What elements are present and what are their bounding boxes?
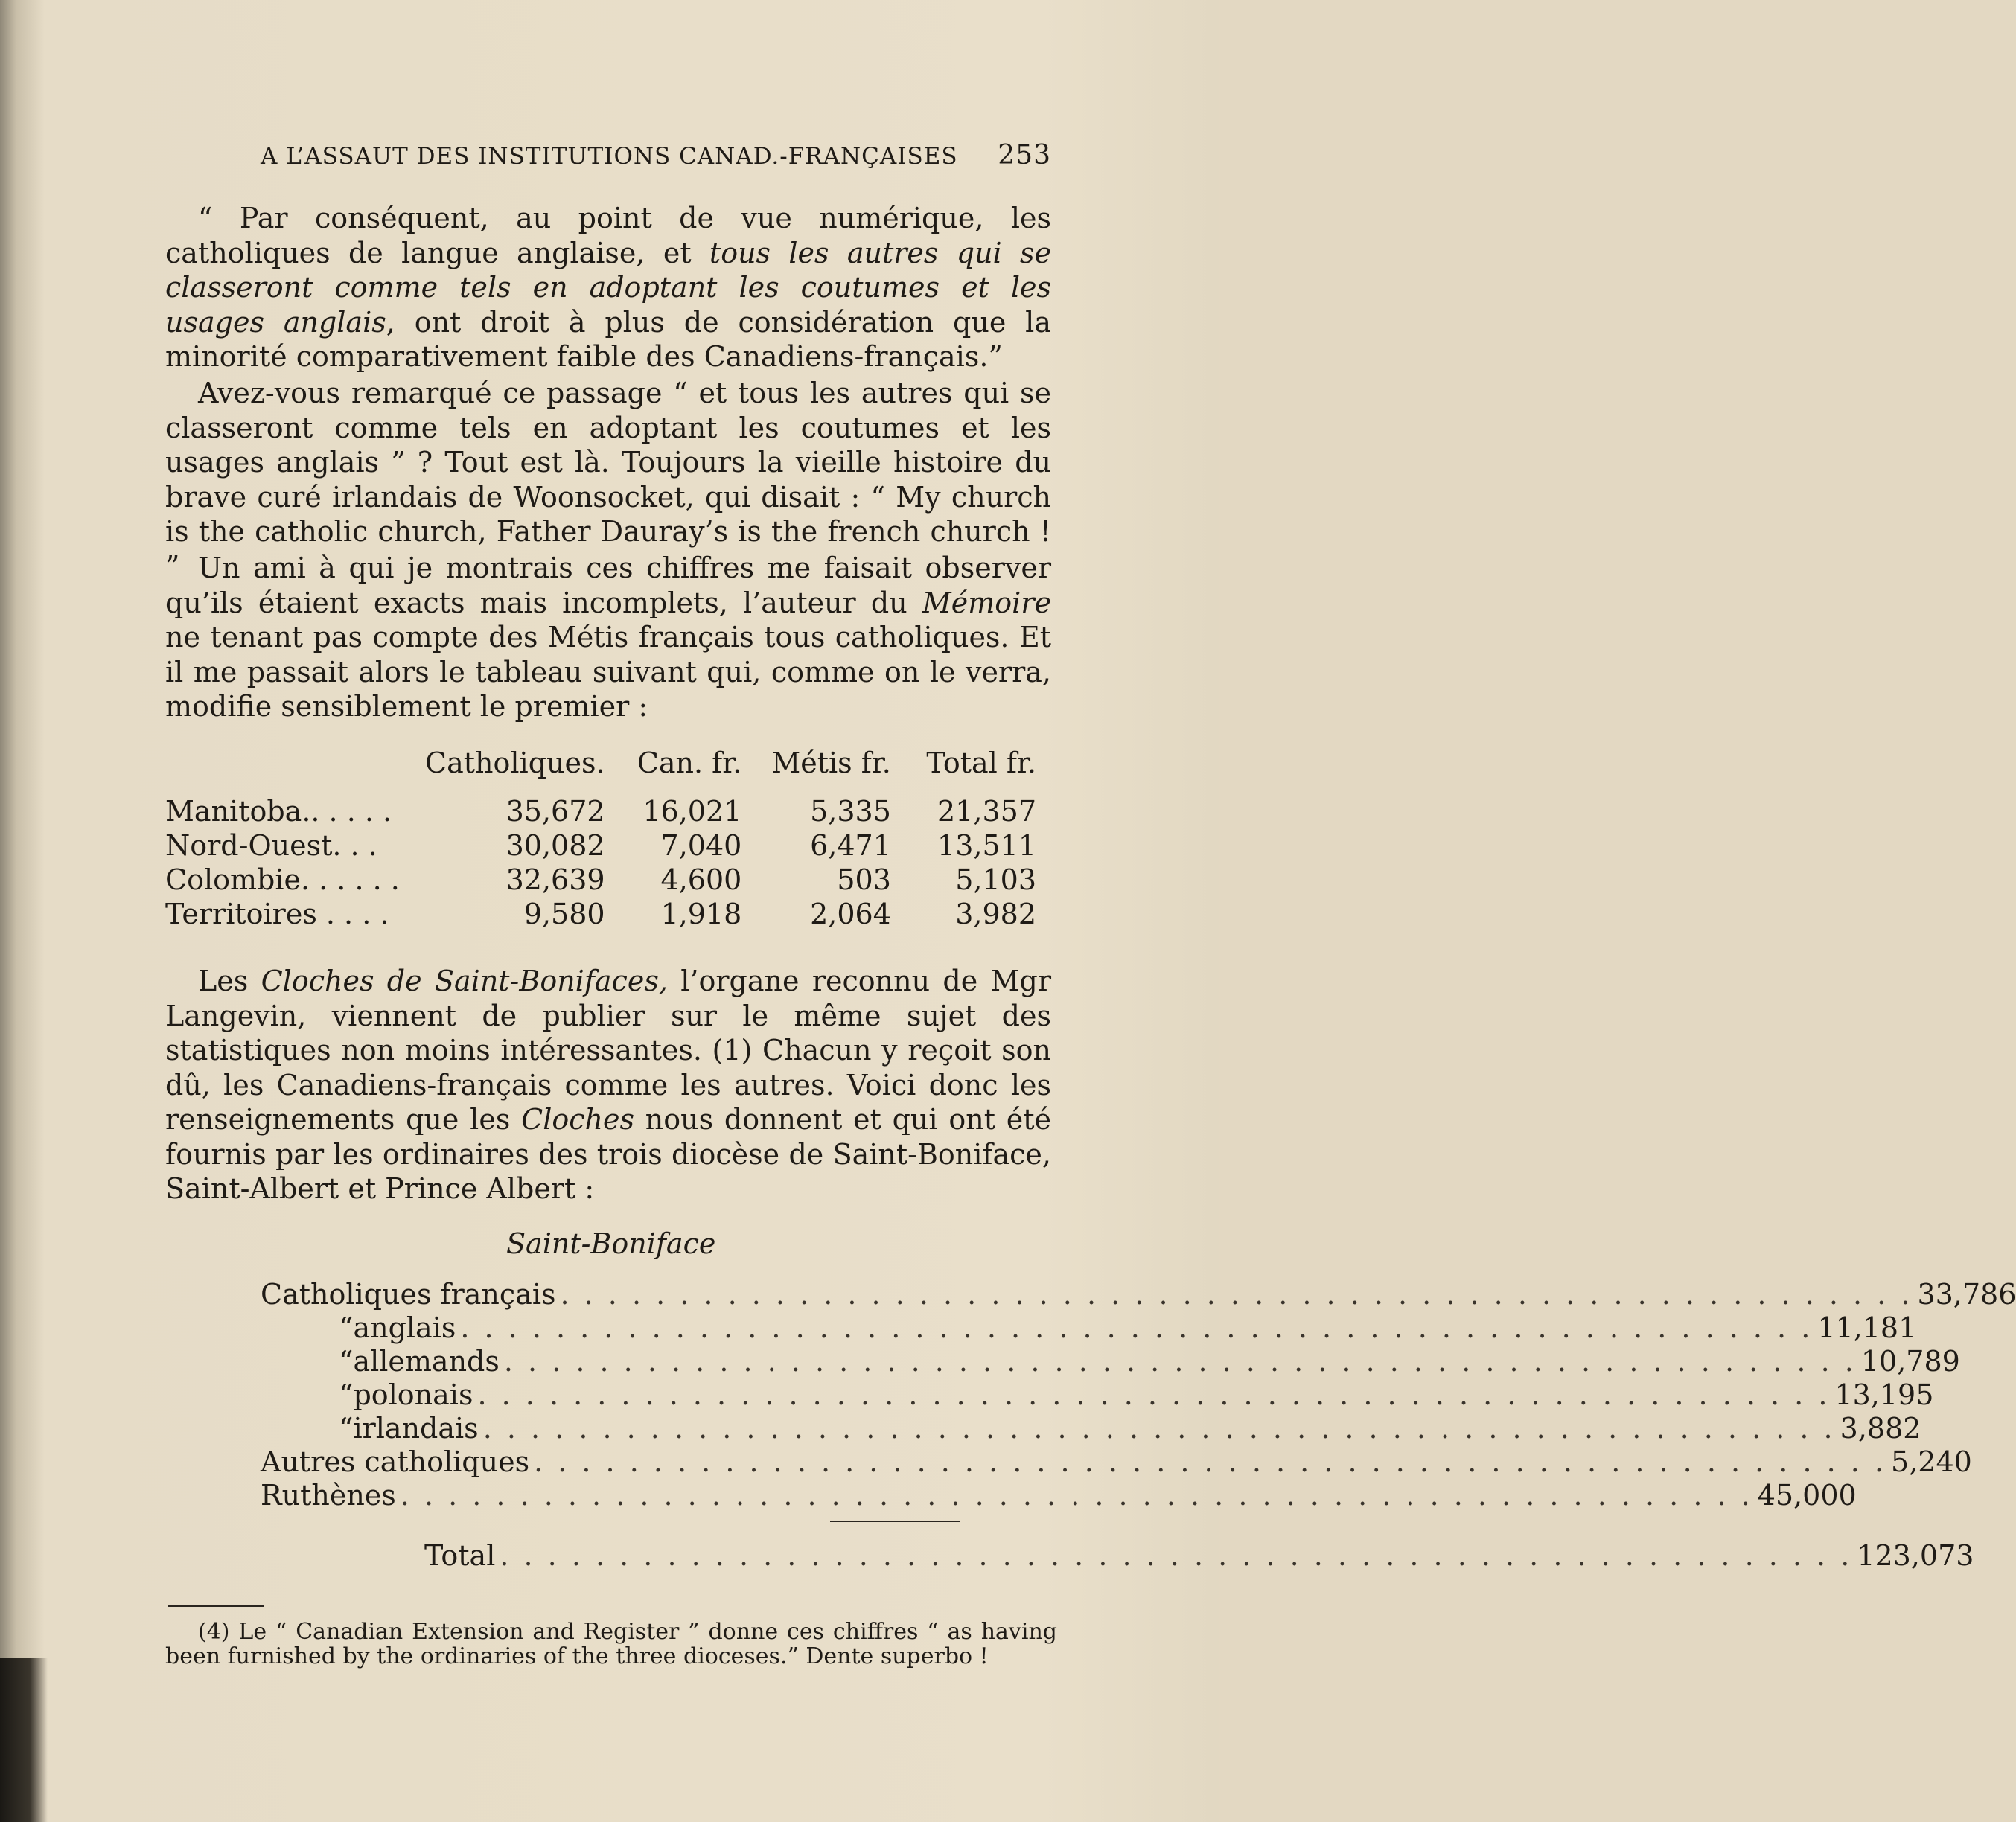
section-subtitle: Saint-Boniface xyxy=(506,1227,716,1260)
table-cell: 32,639 xyxy=(505,863,605,896)
list-item-label: polonais xyxy=(353,1378,473,1411)
table-cell: 30,082 xyxy=(505,829,605,862)
leader-dots: . . . . . . . . . . . . . . . . . . . . . . . . . . . . . . . . . . . . . . . . . . . . . . . . . . . . . . . . . xyxy=(503,1345,1857,1378)
paragraph-friend: Un ami à qui je montrais ces chiffres me faisait observer qu’ils étaient exacts mais incomplets, l’auteur du Mémoire ne tenant pas compte des Métis français tous catholiques. Et il me passait alors le tableau suivant qui, comme on le verra, modifie sensiblement le premier : xyxy=(165,552,1051,723)
table-cell: 3,982 xyxy=(955,898,1036,930)
table-cell: 9,580 xyxy=(523,898,605,930)
list-item-value: 45,000 xyxy=(1757,1479,1857,1512)
table-cell: 5,103 xyxy=(955,863,1036,896)
table-cell: 35,672 xyxy=(505,795,605,828)
list-item-value: 11,181 xyxy=(1817,1311,1917,1344)
table-header xyxy=(165,747,425,794)
table-cell: Nord-Ouest. . . xyxy=(165,829,377,862)
ditto-mark: “ xyxy=(339,1412,354,1445)
table-cell: Territoires . . . . xyxy=(165,898,389,930)
list-item-value: 13,195 xyxy=(1834,1378,1934,1411)
list-item xyxy=(261,1345,1960,1378)
leader-dots: . . . . . . . . . . . . . . . . . . . . . . . . . . . . . . . . . . . . . . . . . . . . . . . . . . . . . . . . . xyxy=(560,1278,1913,1311)
total-value: 123,073 xyxy=(1857,1539,1974,1572)
table-cell: 6,471 xyxy=(810,829,891,862)
table-header: Catholiques. xyxy=(425,747,605,779)
table-cell: 5,335 xyxy=(810,795,891,828)
paragraph-cloches: Les Cloches de Saint-Bonifaces, l’organe reconnu de Mgr Langevin, viennent de publier sur le même sujet des statistiques non moins intéressantes. (1) Chacun y reçoit son dû, les Canadiens-français comme les autres. Voici donc les renseignements que les Cloches nous donnent et qui ont été fournis par les ordinaires des trois diocèse de Saint-Boniface, Saint-Albert et Prince Albert : xyxy=(165,965,1052,1205)
book-spine-shadow xyxy=(0,1658,48,1822)
table-header: Can. fr. xyxy=(637,747,742,779)
table-cell: Colombie. . . . . . xyxy=(165,863,400,896)
total-rule xyxy=(261,1512,960,1529)
table-row xyxy=(165,828,1036,863)
list-item-value: 5,240 xyxy=(1891,1445,1972,1478)
running-header xyxy=(261,140,1051,170)
list-item-label: anglais xyxy=(353,1311,456,1344)
list-item-label: Ruthènes xyxy=(261,1479,396,1512)
table-cell: 13,511 xyxy=(937,829,1036,862)
footnote: (4) Le “ Canadian Extension and Register ” donne ces chiffres “ as having been furnished by the ordinaries of the three dioceses.” Dente superbo ! xyxy=(165,1619,1057,1669)
running-title: A L’ASSAUT DES INSTITUTIONS CANAD.-FRANÇAISES xyxy=(261,143,958,170)
table-cell: 1,918 xyxy=(660,898,742,930)
table-cell: 16,021 xyxy=(642,795,742,828)
list-item-value: 3,882 xyxy=(1840,1412,1921,1445)
paragraph-quote: “ Par conséquent, au point de vue numérique, les catholiques de langue anglaise, et tous les autres qui se classeront comme tels en adoptant les coutumes et les usages anglais, ont droit à plus de considération que la minorité comparativement faible des Canadiens-français.” xyxy=(165,202,1051,373)
list-item xyxy=(261,1378,1934,1412)
table-cell: 503 xyxy=(837,863,891,896)
table-cell: 2,064 xyxy=(810,898,891,930)
leader-dots: . . . . . . . . . . . . . . . . . . . . . . . . . . . . . . . . . . . . . . . . . . . . . . . . . . . . . . . . . xyxy=(460,1311,1814,1344)
table-cell: Manitoba.. . . . . xyxy=(165,795,392,828)
list-item xyxy=(261,1479,1857,1512)
list-item-value: 10,789 xyxy=(1860,1345,1960,1378)
ditto-mark: “ xyxy=(339,1345,354,1378)
leader-dots: . . . . . . . . . . . . . . . . . . . . . . . . . . . . . . . . . . . . . . . . . . . . . . . . . . . . . . . . . xyxy=(400,1479,1753,1512)
total-label: Total xyxy=(424,1539,496,1572)
table-header: Total fr. xyxy=(926,747,1036,779)
table-row xyxy=(165,863,1036,897)
table-header-row xyxy=(165,747,1036,794)
table-cell: 21,357 xyxy=(937,795,1036,828)
ditto-mark: “ xyxy=(339,1378,354,1411)
saint-boniface-list xyxy=(261,1278,2016,1573)
list-item xyxy=(261,1412,1921,1445)
leader-dots: . . . . . . . . . . . . . . . . . . . . . . . . . . . . . . . . . . . . . . . . . . . . . . . . . . . . . . . . . xyxy=(500,1539,1853,1572)
table-cell: 4,600 xyxy=(660,863,742,896)
table-header: Métis fr. xyxy=(771,747,891,779)
list-item xyxy=(261,1278,2016,1311)
list-item-label: Autres catholiques xyxy=(261,1445,530,1478)
leader-dots: . . . . . . . . . . . . . . . . . . . . . . . . . . . . . . . . . . . . . . . . . . . . . . . . . . . . . . . . . xyxy=(482,1412,1836,1445)
leader-dots: . . . . . . . . . . . . . . . . . . . . . . . . . . . . . . . . . . . . . . . . . . . . . . . . . . . . . . . . . xyxy=(534,1445,1887,1478)
page-number: 253 xyxy=(998,140,1051,170)
paragraph-passage: Avez-vous remarqué ce passage “ et tous les autres qui se classeront comme tels en adoptant les coutumes et les usages anglais ” ? Tout est là. Toujours la vieille histoire du brave curé irlandais de Woonsocket, qui disait : “ My church is the catholic church, Father Dauray’s is the french church ! ” xyxy=(165,377,1051,583)
list-item-label: irlandais xyxy=(353,1412,479,1445)
ditto-mark: “ xyxy=(339,1311,354,1344)
list-item-label: Catholiques français xyxy=(261,1278,556,1311)
list-item-value: 33,786 xyxy=(1917,1278,2016,1311)
table-row xyxy=(165,897,1036,931)
table-cell: 7,040 xyxy=(660,829,742,862)
footnote-rule xyxy=(168,1605,264,1607)
list-item xyxy=(261,1311,1917,1345)
leader-dots: . . . . . . . . . . . . . . . . . . . . . . . . . . . . . . . . . . . . . . . . . . . . . . . . . . . . . . . . . xyxy=(477,1378,1831,1411)
total-row xyxy=(261,1539,1974,1573)
table-row xyxy=(165,794,1036,828)
list-item xyxy=(261,1445,1972,1479)
statistics-table xyxy=(165,747,1036,931)
list-item-label: allemands xyxy=(353,1345,500,1378)
